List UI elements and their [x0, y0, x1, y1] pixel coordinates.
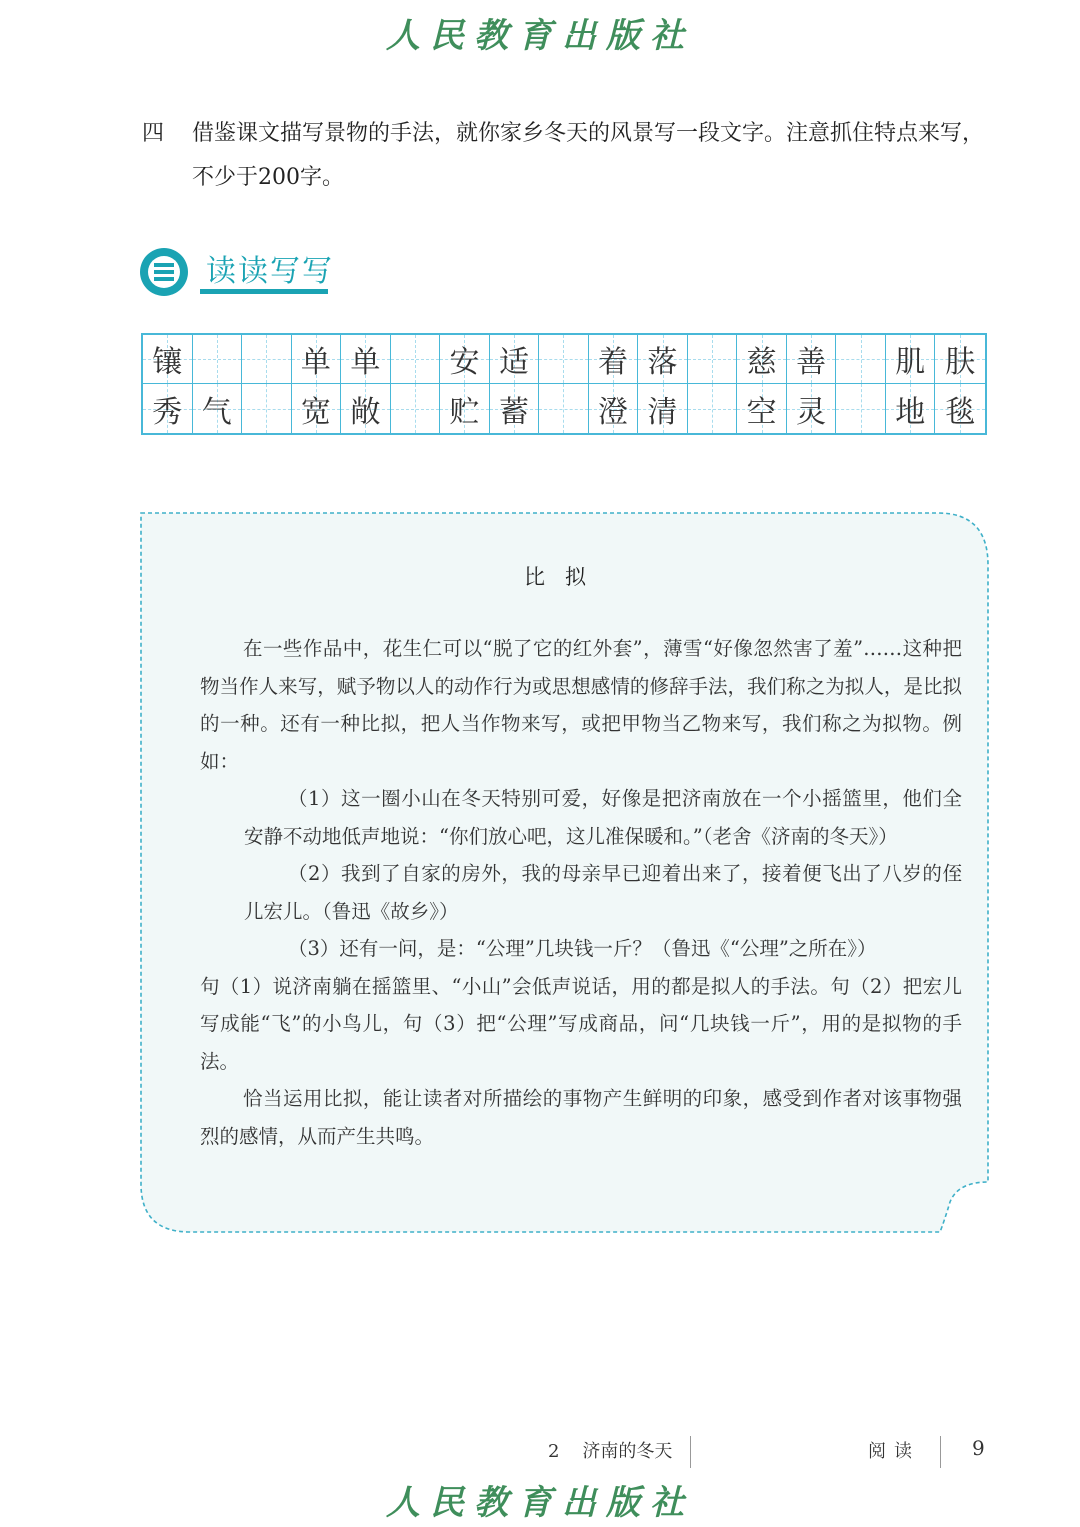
grid-character: 落 [647, 345, 678, 380]
knowledge-paragraph: （3）还有一问，是：“公理”几块钱一斤？（鲁迅《“公理”之所在》） [288, 937, 877, 960]
grid-character: 慈 [746, 345, 777, 380]
knowledge-paragraph: （2）我到了自家的房外，我的母亲早已迎着出来了，接着便飞出了八岁的侄儿宏儿。（鲁迅《故乡》） [244, 862, 962, 923]
grid-character: 安 [449, 345, 480, 380]
grid-cell [391, 335, 441, 384]
section-header [140, 244, 340, 304]
word-grid [141, 333, 987, 435]
grid-cell [737, 384, 787, 433]
grid-cell [440, 384, 490, 433]
grid-cell [787, 384, 837, 433]
grid-cell [391, 384, 441, 433]
grid-cell [589, 335, 639, 384]
section-title: 读读写写 [206, 254, 334, 289]
footer-section: 阅读 [868, 1441, 920, 1462]
grid-character: 肌 [895, 345, 926, 380]
footer-chapter-title: 济南的冬天 [582, 1441, 673, 1462]
grid-cell [242, 384, 292, 433]
grid-cell [539, 335, 589, 384]
grid-cell [143, 384, 193, 433]
grid-cell [341, 384, 391, 433]
page-number: 9 [972, 1436, 985, 1460]
grid-character: 毯 [945, 394, 976, 430]
grid-cell [935, 335, 985, 384]
list-lines-icon [140, 248, 188, 296]
grid-cell [886, 335, 936, 384]
grid-cell [688, 335, 738, 384]
grid-cell [836, 384, 886, 433]
grid-cell [539, 384, 589, 433]
grid-cell [143, 335, 193, 384]
grid-character: 蓄 [498, 394, 529, 430]
grid-character: 清 [647, 394, 678, 430]
grid-cell [193, 384, 243, 433]
grid-character: 地 [895, 394, 926, 430]
grid-character: 敞 [350, 394, 381, 430]
knowledge-paragraph: 句（1）说济南躺在摇篮里、“小山”会低声说话，用的都是拟人的手法。句（2）把宏儿写成能“飞”的小鸟儿，句（3）把“公理”写成商品，问“几块钱一斤”，用的是拟物的手法。 [200, 974, 962, 1073]
grid-cell [836, 335, 886, 384]
grid-character: 着 [598, 345, 629, 380]
footer-chapter [548, 1437, 672, 1463]
publisher-logo-bottom: 人民教育出版社 [386, 1483, 694, 1523]
exercise-text: 借鉴课文描写景物的手法，就你家乡冬天的风景写一段文字。注意抓住特点来写，不少于200字。 [192, 121, 985, 190]
knowledge-body [200, 630, 962, 1155]
grid-character: 秀 [152, 394, 183, 430]
grid-cell [341, 335, 391, 384]
grid-character: 肤 [945, 345, 976, 380]
grid-cell [787, 335, 837, 384]
grid-cell [589, 384, 639, 433]
grid-cell [292, 335, 342, 384]
grid-cell [193, 335, 243, 384]
grid-cell [737, 335, 787, 384]
grid-character: 气 [201, 394, 232, 430]
exercise-number: 四 [142, 121, 165, 146]
footer-divider [940, 1436, 941, 1468]
grid-character: 单 [300, 345, 331, 380]
knowledge-paragraph: （1）这一圈小山在冬天特别可爱，好像是把济南放在一个小摇篮里，他们全安静不动地低声地说：“你们放心吧，这儿准保暖和。”（老舍《济南的冬天》） [244, 787, 962, 848]
grid-cell [292, 384, 342, 433]
section-underline [200, 289, 328, 294]
knowledge-paragraph: 恰当运用比拟，能让读者对所描绘的事物产生鲜明的印象，感受到作者对该事物强烈的感情，从而产生共鸣。 [200, 1087, 962, 1148]
grid-cell [638, 384, 688, 433]
grid-cell [490, 384, 540, 433]
knowledge-title: 比拟 [524, 565, 606, 589]
grid-character: 空 [746, 394, 777, 430]
grid-character: 宽 [300, 394, 331, 430]
grid-cell [886, 384, 936, 433]
grid-cell [638, 335, 688, 384]
grid-character: 适 [498, 345, 529, 380]
footer-chapter-number: 2 [548, 1441, 560, 1462]
grid-character: 灵 [796, 394, 827, 430]
grid-character: 善 [796, 345, 827, 380]
exercise-four [142, 112, 992, 200]
grid-cell [440, 335, 490, 384]
knowledge-paragraph: 在一些作品中，花生仁可以“脱了它的红外套”，薄雪“好像忽然害了羞”……这种把物当作人来写，赋予物以人的动作行为或思想感情的修辞手法，我们称之为拟人，是比拟的一种。还有一种比拟，把人当作物来写，或把甲物当乙物来写，我们称之为拟物。例如： [200, 637, 962, 773]
grid-character: 澄 [598, 394, 629, 430]
grid-cell [490, 335, 540, 384]
publisher-logo-top: 人民教育出版社 [386, 16, 694, 56]
grid-cell [935, 384, 985, 433]
grid-cell [688, 384, 738, 433]
grid-character: 单 [350, 345, 381, 380]
footer-divider [690, 1436, 691, 1468]
grid-character: 贮 [449, 394, 480, 430]
grid-cell [242, 335, 292, 384]
grid-character: 镶 [152, 345, 183, 380]
